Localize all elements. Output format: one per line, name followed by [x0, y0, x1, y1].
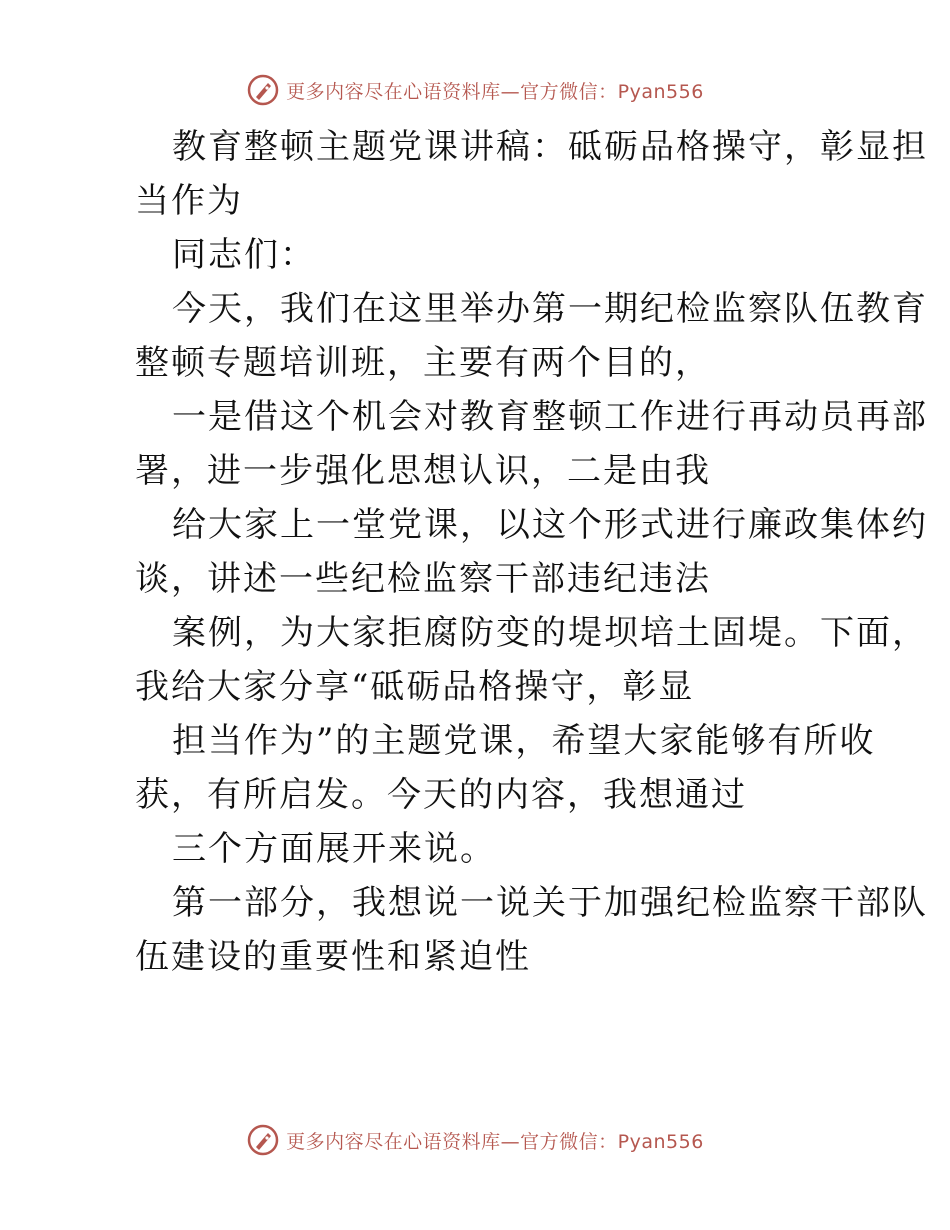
footer-watermark [0, 1120, 950, 1160]
text-line: 今天，我们在这里举办第一期纪检监察队伍教育 [172, 289, 928, 329]
watermark-text: 更多内容尽在心语资料库—官方微信：Pyan556 [286, 80, 704, 103]
text-line: 谈，讲述一些纪检监察干部违纪违法 [135, 559, 711, 599]
text-line: 教育整顿主题党课讲稿：砥砺品格操守，彰显担 [172, 127, 928, 167]
pen-nib-circle-icon [246, 1123, 280, 1157]
text-line: 三个方面展开来说。 [172, 829, 496, 869]
pen-nib-circle-icon [246, 73, 280, 107]
document-text [98, 120, 928, 984]
document-body [98, 120, 928, 984]
header-watermark [0, 70, 950, 110]
text-line: 第一部分，我想说一说关于加强纪检监察干部队 [172, 883, 928, 923]
text-line: 整顿专题培训班，主要有两个目的， [135, 343, 711, 383]
text-line: 署，进一步强化思想认识，二是由我 [135, 451, 711, 491]
watermark-text: 更多内容尽在心语资料库—官方微信：Pyan556 [286, 1130, 704, 1153]
text-line: 伍建设的重要性和紧迫性 [135, 937, 531, 977]
text-line: 当作为 [135, 181, 243, 221]
text-line: 获，有所启发。今天的内容，我想通过 [135, 775, 747, 815]
text-line: 一是借这个机会对教育整顿工作进行再动员再部 [172, 397, 928, 437]
text-line: 我给大家分享“砥砺品格操守，彰显 [135, 667, 695, 707]
text-line: 案例，为大家拒腐防变的堤坝培土固堤。下面， [172, 613, 928, 653]
text-line: 给大家上一堂党课，以这个形式进行廉政集体约 [172, 505, 928, 545]
text-line: 担当作为”的主题党课，希望大家能够有所收 [172, 721, 876, 761]
text-line: 同志们： [172, 235, 316, 275]
